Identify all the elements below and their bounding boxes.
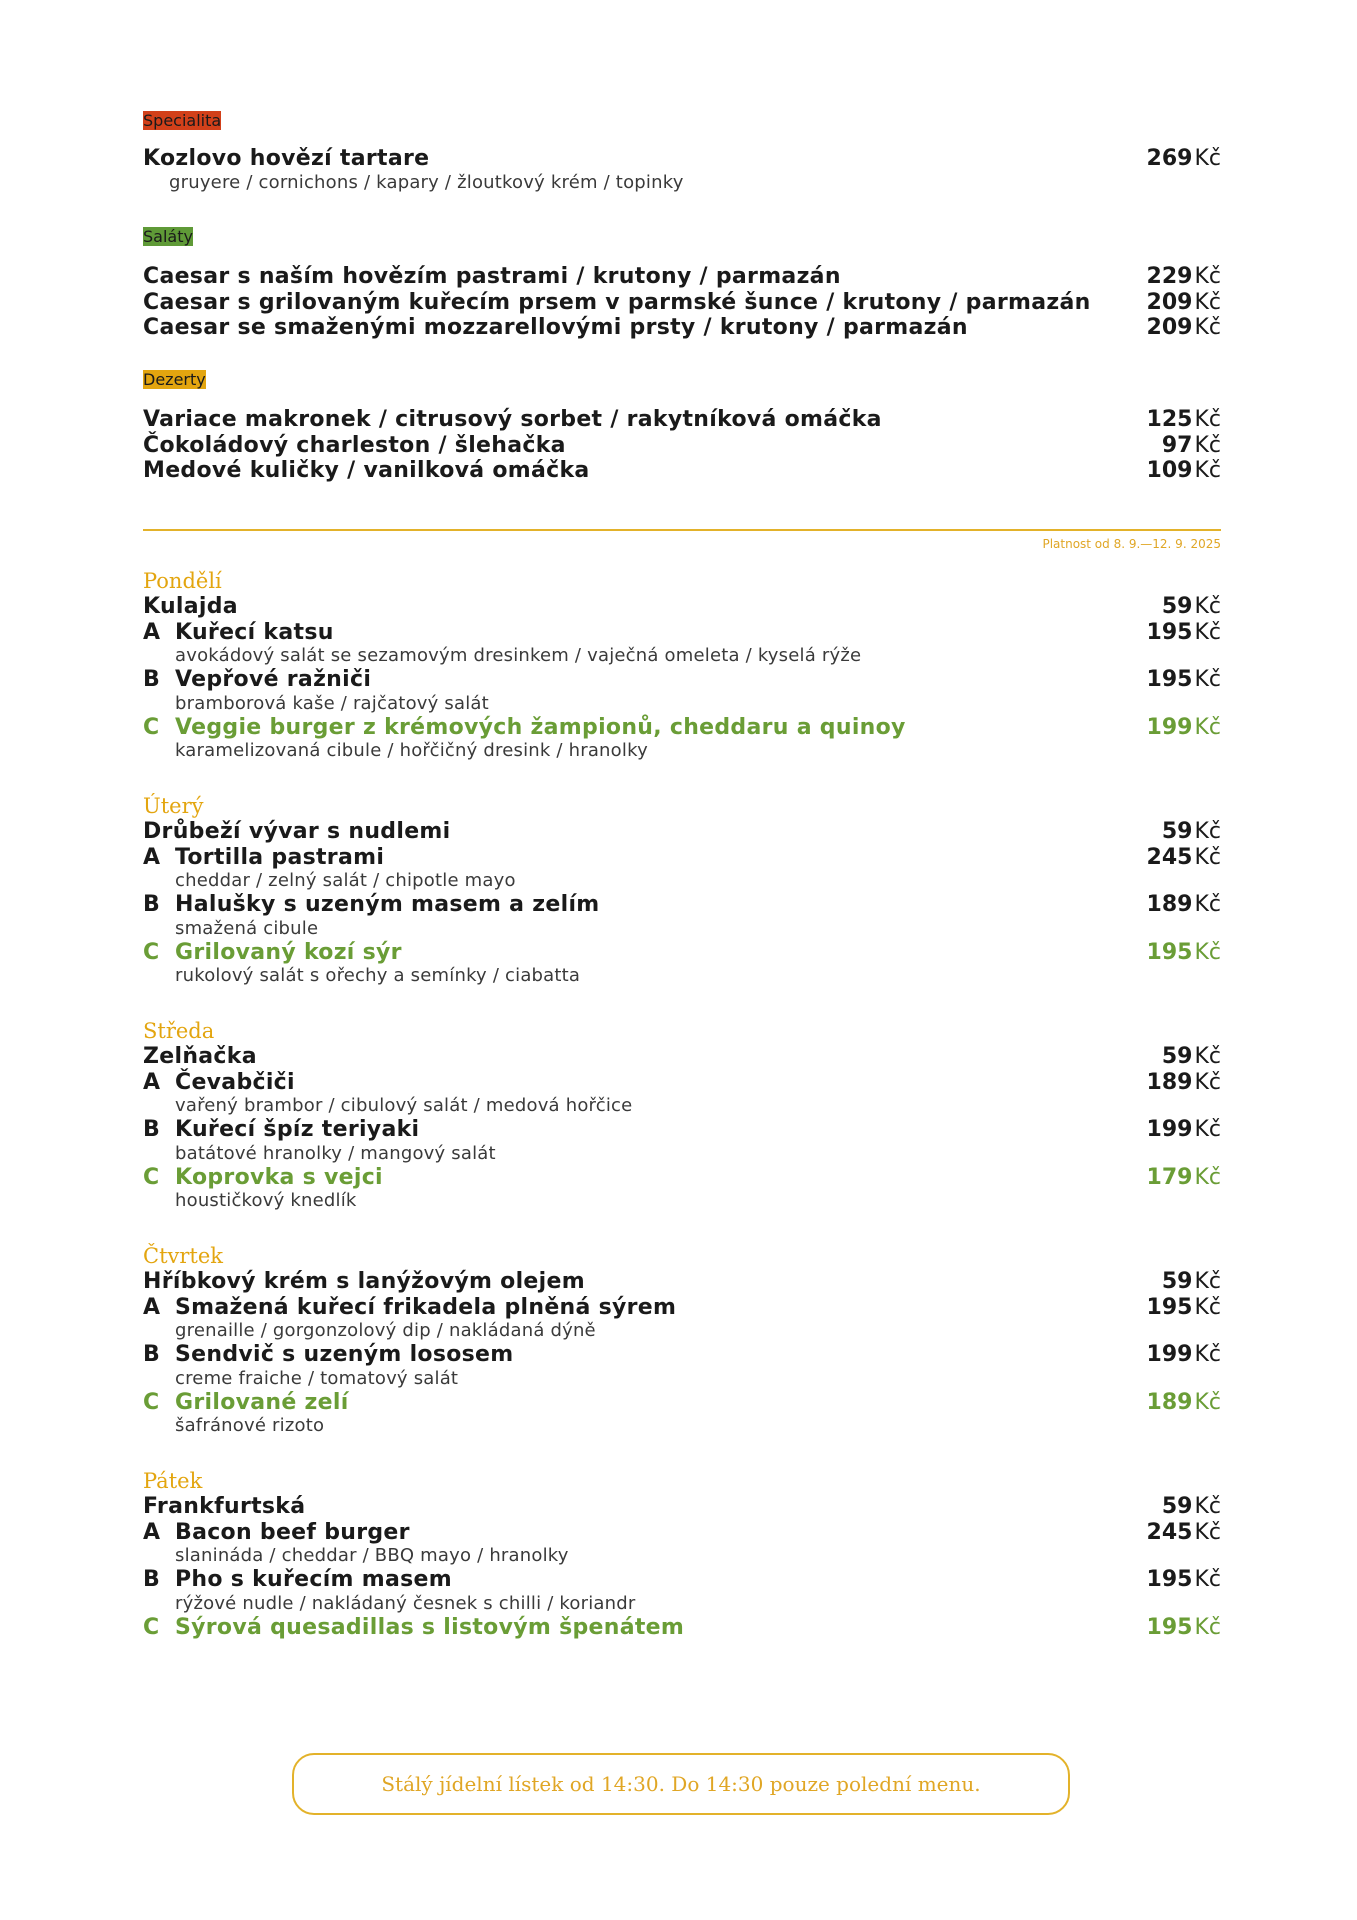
item-name: B Vepřové ražniči bbox=[143, 667, 372, 692]
item-letter: C bbox=[143, 939, 160, 965]
item-name: Hříbkový krém s lanýžovým olejem bbox=[143, 1269, 585, 1294]
item-name: Medové kuličky / vanilková omáčka bbox=[143, 458, 590, 483]
item-price: 195Kč bbox=[1146, 1567, 1221, 1592]
menu-item-a bbox=[143, 620, 1221, 646]
item-description: houstičkový knedlík bbox=[175, 1190, 357, 1211]
item-name: Kozlovo hovězí tartare bbox=[143, 146, 430, 171]
day-block-wednesday bbox=[143, 1018, 1221, 1212]
item-name: Caesar s naším hovězím pastrami / krutony / parmazán bbox=[143, 264, 841, 289]
item-name: Frankfurtská bbox=[143, 1494, 306, 1519]
item-price: 189Kč bbox=[1146, 1389, 1221, 1415]
item-name: C Koprovka s vejci bbox=[143, 1164, 383, 1190]
item-name: A Tortilla pastrami bbox=[143, 844, 385, 870]
item-name: Caesar se smaženými mozzarellovými prsty / krutony / parmazán bbox=[143, 315, 968, 340]
item-letter: C bbox=[143, 1614, 160, 1640]
item-price: 189Kč bbox=[1146, 892, 1221, 917]
soup-item bbox=[143, 1269, 1221, 1295]
item-letter: A bbox=[143, 844, 161, 870]
specialita-section bbox=[143, 146, 1221, 194]
item-letter: B bbox=[143, 1117, 161, 1142]
item-letter: B bbox=[143, 892, 161, 917]
day-block-tuesday bbox=[143, 793, 1221, 987]
item-price: 209Kč bbox=[1146, 289, 1221, 315]
soup-item bbox=[143, 1494, 1221, 1520]
specialita-ribbon bbox=[143, 111, 221, 130]
menu-item-b bbox=[143, 1567, 1221, 1593]
item-name: Caesar s grilovaným kuřecím prsem v parmské šunce / krutony / parmazán bbox=[143, 289, 1091, 315]
item-letter: C bbox=[143, 1389, 160, 1415]
item-name: B Pho s kuřecím masem bbox=[143, 1567, 452, 1592]
item-name: C Grilovaný kozí sýr bbox=[143, 939, 402, 965]
specialita-label: Specialita bbox=[143, 111, 222, 130]
item-price: 195Kč bbox=[1146, 619, 1221, 645]
day-title: Čtvrtek bbox=[143, 1244, 224, 1268]
item-letter: B bbox=[143, 667, 161, 692]
item-description: grenaille / gorgonzolový dip / nakládaná dýně bbox=[175, 1320, 596, 1341]
item-description: gruyere / cornichons / kapary / žloutkový krém / topinky bbox=[169, 171, 684, 193]
menu-item-a bbox=[143, 845, 1221, 871]
salaty-ribbon bbox=[143, 227, 193, 246]
menu-item bbox=[143, 146, 1221, 172]
item-description: rýžové nudle / nakládaný česnek s chilli / koriandr bbox=[175, 1592, 636, 1614]
menu-item bbox=[143, 290, 1221, 316]
item-letter: A bbox=[143, 1069, 161, 1095]
item-name: C Sýrová quesadillas s listovým špenátem bbox=[143, 1614, 685, 1640]
item-description: avokádový salát se sezamovým dresinkem / vaječná omeleta / kyselá rýže bbox=[175, 645, 862, 666]
item-description: vařený brambor / cibulový salát / medová hořčice bbox=[175, 1095, 633, 1116]
item-price: 195Kč bbox=[1146, 667, 1221, 692]
item-price: 245Kč bbox=[1146, 844, 1221, 870]
divider bbox=[143, 529, 1221, 531]
item-description: creme fraiche / tomatový salát bbox=[175, 1367, 459, 1389]
menu-item bbox=[143, 458, 1221, 484]
item-description: cheddar / zelný salát / chipotle mayo bbox=[175, 870, 516, 891]
item-price: 199Kč bbox=[1146, 1117, 1221, 1142]
item-price: 195Kč bbox=[1146, 1614, 1221, 1640]
day-block-thursday bbox=[143, 1243, 1221, 1437]
menu-item-b bbox=[143, 1342, 1221, 1368]
item-letter: A bbox=[143, 1294, 161, 1320]
menu-item bbox=[143, 407, 1221, 433]
item-name: A Čevabčiči bbox=[143, 1069, 295, 1095]
day-title: Středa bbox=[143, 1019, 215, 1043]
validity-text: Platnost od 8. 9.—12. 9. 2025 bbox=[1042, 537, 1221, 551]
item-price: 59Kč bbox=[1161, 1044, 1221, 1069]
dezerty-ribbon bbox=[143, 370, 206, 389]
menu-item-c bbox=[143, 1390, 1221, 1416]
menu-item bbox=[143, 264, 1221, 290]
menu-item bbox=[143, 433, 1221, 459]
item-price: 245Kč bbox=[1146, 1519, 1221, 1545]
item-price: 59Kč bbox=[1161, 594, 1221, 619]
item-name: A Smažená kuřecí frikadela plněná sýrem bbox=[143, 1294, 677, 1320]
weekly-menu-header bbox=[143, 529, 1221, 551]
item-description: bramborová kaše / rajčatový salát bbox=[175, 692, 489, 714]
item-price: 59Kč bbox=[1161, 1494, 1221, 1519]
item-name: Čokoládový charleston / šlehačka bbox=[143, 432, 566, 458]
item-price: 209Kč bbox=[1146, 315, 1221, 340]
item-description: šafránové rizoto bbox=[175, 1415, 325, 1436]
item-price: 59Kč bbox=[1161, 819, 1221, 844]
item-name: A Kuřecí katsu bbox=[143, 619, 334, 645]
item-name: B Halušky s uzeným masem a zelím bbox=[143, 892, 600, 917]
item-name: B Sendvič s uzeným lososem bbox=[143, 1342, 514, 1367]
footer-notice bbox=[292, 1753, 1070, 1815]
item-name: B Kuřecí špíz teriyaki bbox=[143, 1117, 420, 1142]
item-price: 199Kč bbox=[1146, 714, 1221, 740]
item-description: smažená cibule bbox=[175, 917, 319, 939]
item-name: Kulajda bbox=[143, 594, 238, 619]
item-description: slanináda / cheddar / BBQ mayo / hranolky bbox=[175, 1545, 569, 1566]
item-price: 199Kč bbox=[1146, 1342, 1221, 1367]
item-price: 97Kč bbox=[1161, 432, 1221, 458]
item-letter: A bbox=[143, 1519, 161, 1545]
item-letter: B bbox=[143, 1342, 161, 1367]
menu-item bbox=[143, 315, 1221, 341]
menu-item-c bbox=[143, 1165, 1221, 1191]
dezerty-section bbox=[143, 407, 1221, 484]
soup-item bbox=[143, 819, 1221, 845]
soup-item bbox=[143, 1044, 1221, 1070]
day-title: Pondělí bbox=[143, 569, 222, 593]
item-name: A Bacon beef burger bbox=[143, 1519, 410, 1545]
item-letter: C bbox=[143, 1164, 160, 1190]
item-price: 195Kč bbox=[1146, 939, 1221, 965]
item-letter: B bbox=[143, 1567, 161, 1592]
item-price: 269Kč bbox=[1146, 146, 1221, 171]
item-name: C Veggie burger z krémových žampionů, cheddaru a quinoy bbox=[143, 714, 906, 740]
day-block-friday bbox=[143, 1468, 1221, 1640]
menu-item-c bbox=[143, 940, 1221, 966]
item-description: karamelizovaná cibule / hořčičný dresink / hranolky bbox=[175, 740, 648, 761]
day-title: Pátek bbox=[143, 1469, 203, 1493]
item-price: 229Kč bbox=[1146, 264, 1221, 289]
dezerty-label: Dezerty bbox=[143, 370, 206, 389]
menu-item-a bbox=[143, 1520, 1221, 1546]
menu-item-c bbox=[143, 1615, 1221, 1641]
item-price: 109Kč bbox=[1146, 458, 1221, 483]
day-title: Úterý bbox=[143, 794, 204, 818]
item-description: rukolový salát s ořechy a semínky / ciabatta bbox=[175, 965, 581, 986]
menu-item-a bbox=[143, 1070, 1221, 1096]
item-name: Variace makronek / citrusový sorbet / rakytníková omáčka bbox=[143, 407, 882, 432]
item-price: 125Kč bbox=[1146, 407, 1221, 432]
item-letter: A bbox=[143, 619, 161, 645]
menu-item-b bbox=[143, 1117, 1221, 1143]
menu-item-a bbox=[143, 1295, 1221, 1321]
item-price: 195Kč bbox=[1146, 1294, 1221, 1320]
menu-item-b bbox=[143, 892, 1221, 918]
item-price: 179Kč bbox=[1146, 1164, 1221, 1190]
item-price: 59Kč bbox=[1161, 1269, 1221, 1294]
day-block-monday bbox=[143, 568, 1221, 762]
item-name: C Grilované zelí bbox=[143, 1389, 349, 1415]
item-letter: C bbox=[143, 714, 160, 740]
salaty-section bbox=[143, 264, 1221, 341]
footer-text: Stálý jídelní lístek od 14:30. Do 14:30 pouze polední menu. bbox=[381, 1772, 981, 1796]
item-price: 189Kč bbox=[1146, 1069, 1221, 1095]
item-description: batátové hranolky / mangový salát bbox=[175, 1142, 496, 1164]
soup-item bbox=[143, 594, 1221, 620]
salaty-label: Saláty bbox=[143, 227, 193, 246]
menu-item-b bbox=[143, 667, 1221, 693]
menu-item-c bbox=[143, 715, 1221, 741]
item-name: Drůbeží vývar s nudlemi bbox=[143, 819, 451, 844]
item-name: Zelňačka bbox=[143, 1044, 257, 1069]
